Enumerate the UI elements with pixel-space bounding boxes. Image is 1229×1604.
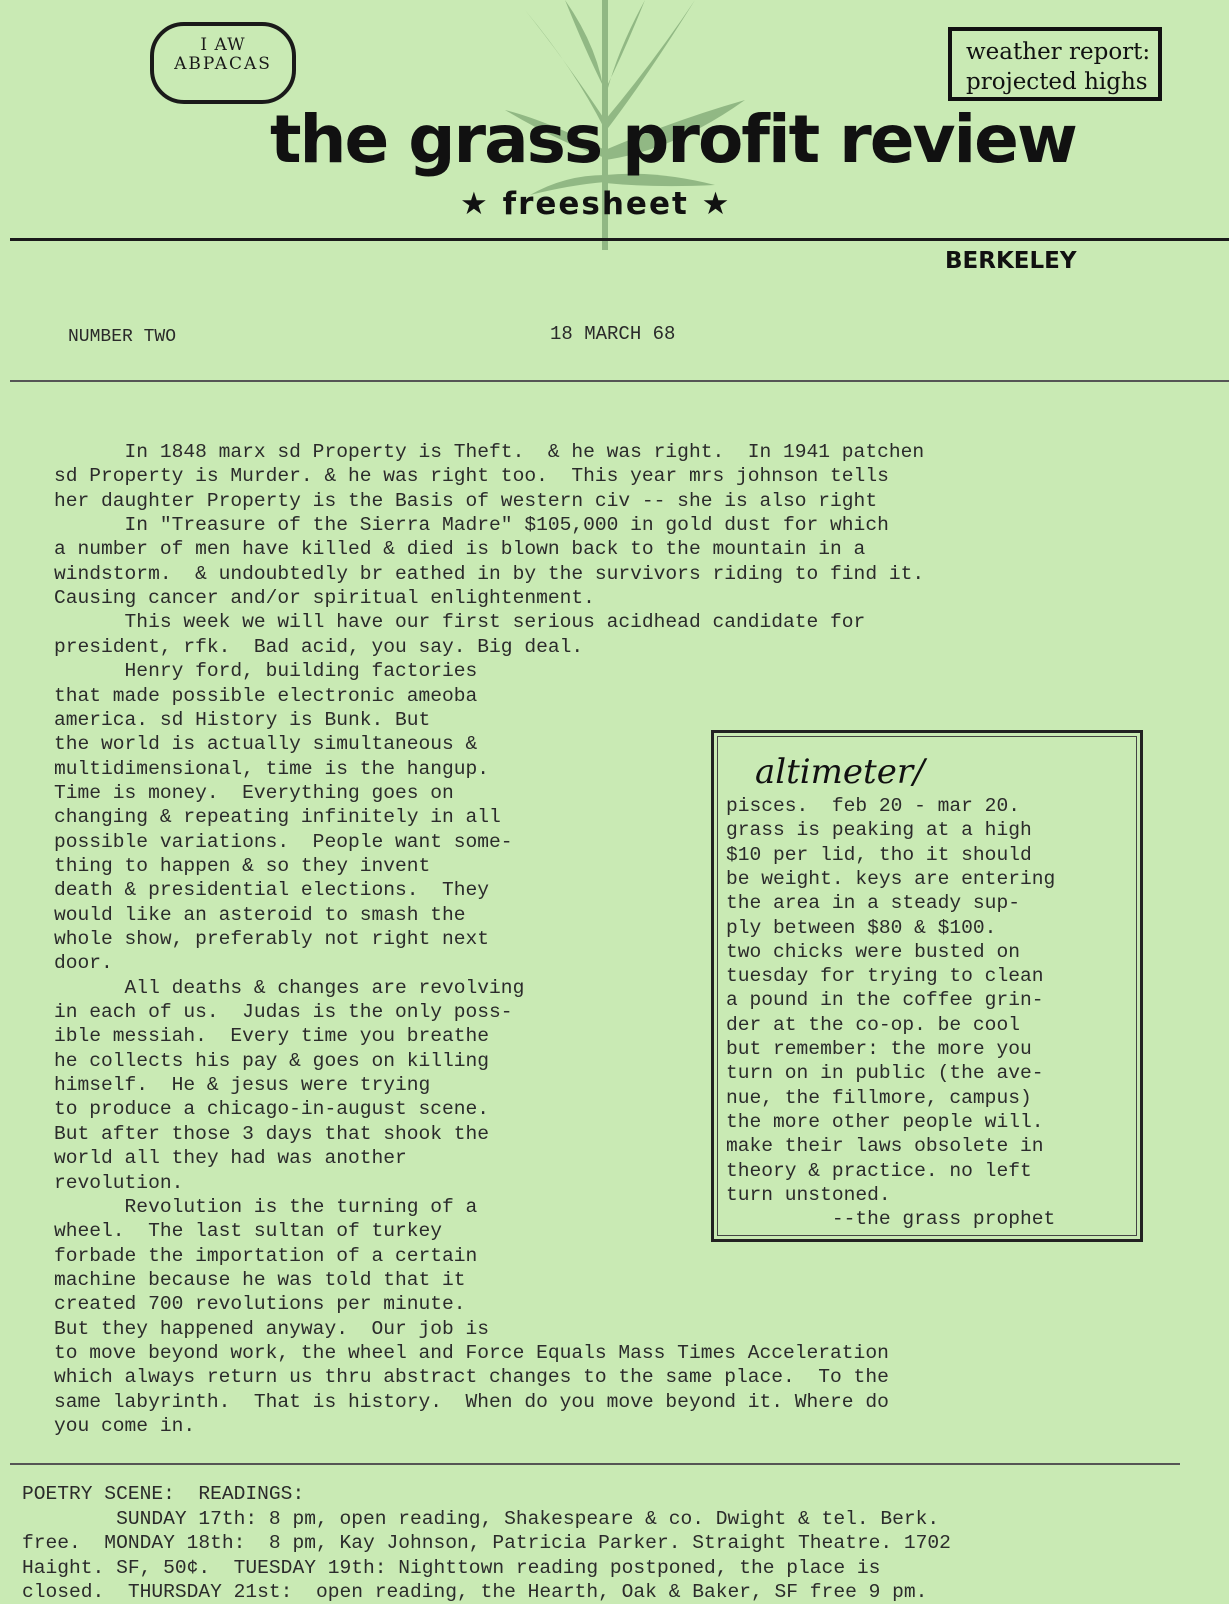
article-line: that made possible electronic ameoba <box>54 684 478 707</box>
middle-divider <box>10 380 1229 382</box>
article-line: Time is money. Everything goes on <box>54 781 454 804</box>
article-line: machine because he was told that it <box>54 1268 466 1291</box>
article-line: her daughter Property is the Basis of western civ -- she is also right <box>54 489 878 512</box>
article-line: would like an asteroid to smash the <box>54 903 466 926</box>
article-line: america. sd History is Bunk. But <box>54 708 431 731</box>
stamp-line-1: I AW <box>200 35 246 55</box>
masthead-city: BERKELEY <box>945 248 1077 274</box>
altimeter-line: nue, the fillmore, campus) <box>726 1086 1032 1109</box>
article-line: forbade the importation of a certain <box>54 1244 478 1267</box>
issue-number: NUMBER TWO <box>68 327 177 347</box>
article-line: sd Property is Murder. & he was right too. This year mrs johnson tells <box>54 465 889 488</box>
article-line: Causing cancer and/or spiritual enlightenment. <box>54 587 595 610</box>
weather-line-2: projected highs <box>966 69 1148 95</box>
article-line: Henry ford, building factories <box>54 660 478 683</box>
altimeter-line: two chicks were busted on <box>726 940 1020 963</box>
article-line: he collects his pay & goes on killing <box>54 1049 490 1072</box>
article-line: windstorm. & undoubtedly br eathed in by the survivors riding to find it. <box>54 562 925 585</box>
article-line: revolution. <box>54 1171 184 1194</box>
poetry-line: free. MONDAY 18th: 8 pm, Kay Johnson, Patricia Parker. Straight Theatre. 1702 <box>22 1532 951 1554</box>
article-line: This week we will have our first serious acidhead candidate for <box>54 611 866 634</box>
abraxas-stamp-logo <box>150 22 296 104</box>
poetry-line: SUNDAY 17th: 8 pm, open reading, Shakespeare & co. Dwight & tel. Berk. <box>22 1507 940 1530</box>
altimeter-line: the more other people will. <box>726 1110 1044 1133</box>
weather-report-box <box>948 27 1162 101</box>
altimeter-line: the area in a steady sup- <box>726 892 1020 915</box>
article-line: ible messiah. Every time you breathe <box>54 1025 490 1048</box>
altimeter-line: ply between $80 & $100. <box>726 916 997 939</box>
article-line: thing to happen & so they invent <box>54 854 431 877</box>
altimeter-line: a pound in the coffee grin- <box>726 989 1044 1012</box>
article-line: which always return us thru abstract changes to the same place. To the <box>54 1366 889 1389</box>
altimeter-line: but remember: the more you <box>726 1038 1032 1060</box>
weather-line-1: weather report: <box>966 39 1151 65</box>
lower-divider <box>10 1463 1180 1465</box>
altimeter-line: be weight. keys are entering <box>726 867 1056 890</box>
article-line: himself. He & jesus were trying <box>54 1074 431 1097</box>
article-line: But they happened anyway. Our job is <box>54 1317 490 1340</box>
article-line: to produce a chicago-in-august scene. <box>54 1098 490 1121</box>
article-line: possible variations. People want some- <box>54 830 513 853</box>
altimeter-line: der at the co-op. be cool <box>726 1013 1020 1036</box>
masthead-title: the grass profit review <box>270 101 1076 178</box>
article-line: But after those 3 days that shook the <box>54 1122 490 1145</box>
altimeter-line: make their laws obsolete in <box>726 1135 1044 1158</box>
altimeter-line: turn unstoned. <box>726 1183 891 1206</box>
altimeter-line: $10 per lid, tho it should <box>726 843 1032 866</box>
article-line: In 1848 marx sd Property is Theft. & he was right. In 1941 patchen <box>54 441 925 463</box>
article-line: changing & repeating infinitely in all <box>54 806 501 829</box>
article-line: the world is actually simultaneous & <box>54 733 478 756</box>
article-line: president, rfk. Bad acid, you say. Big deal. <box>54 635 584 658</box>
altimeter-line: turn on in public (the ave- <box>726 1062 1044 1085</box>
poetry-line: closed. THURSDAY 21st: open reading, the Hearth, Oak & Baker, SF free 9 pm. <box>22 1581 928 1603</box>
article-line: All deaths & changes are revolving <box>54 976 525 999</box>
article-line: multidimensional, time is the hangup. <box>54 757 490 780</box>
article-line: death & presidential elections. They <box>54 879 490 902</box>
altimeter-line: tuesday for trying to clean <box>726 965 1044 988</box>
poetry-line: Haight. SF, 50¢. TUESDAY 19th: Nighttown reading postponed, the place is <box>22 1556 881 1579</box>
altimeter-line: grass is peaking at a high <box>726 819 1032 842</box>
altimeter-line: --the grass prophet <box>726 1208 1056 1231</box>
article-line: Revolution is the turning of a <box>54 1195 478 1218</box>
article-line: whole show, preferably not right next <box>54 928 490 950</box>
article-line: to move beyond work, the wheel and Force Equals Mass Times Acceleration <box>54 1341 889 1364</box>
article-line: same labyrinth. That is history. When do you move beyond it. Where do <box>54 1390 889 1413</box>
article-line: In "Treasure of the Sierra Madre" $105,000 in gold dust for which <box>54 514 889 537</box>
top-divider <box>10 238 1229 241</box>
poetry-line: POETRY SCENE: READINGS: <box>22 1483 305 1505</box>
article-line: a number of men have killed & died is blown back to the mountain in a <box>54 538 866 561</box>
altimeter-line: theory & practice. no left <box>726 1159 1032 1182</box>
stamp-line-2: ABPACAS <box>174 54 272 74</box>
altimeter-line: pisces. feb 20 - mar 20. <box>726 795 1020 817</box>
article-line: wheel. The last sultan of turkey <box>54 1220 443 1243</box>
article-line: created 700 revolutions per minute. <box>54 1293 466 1316</box>
masthead-subtitle: ★ freesheet ★ <box>460 186 732 222</box>
article-line: in each of us. Judas is the only poss- <box>54 1001 513 1024</box>
article-line: door. <box>54 952 113 975</box>
altimeter-title: altimeter/ <box>755 752 925 792</box>
article-line: world all they had was another <box>54 1147 407 1170</box>
article-line: you come in. <box>54 1415 196 1437</box>
issue-date: 18 MARCH 68 <box>550 323 676 345</box>
